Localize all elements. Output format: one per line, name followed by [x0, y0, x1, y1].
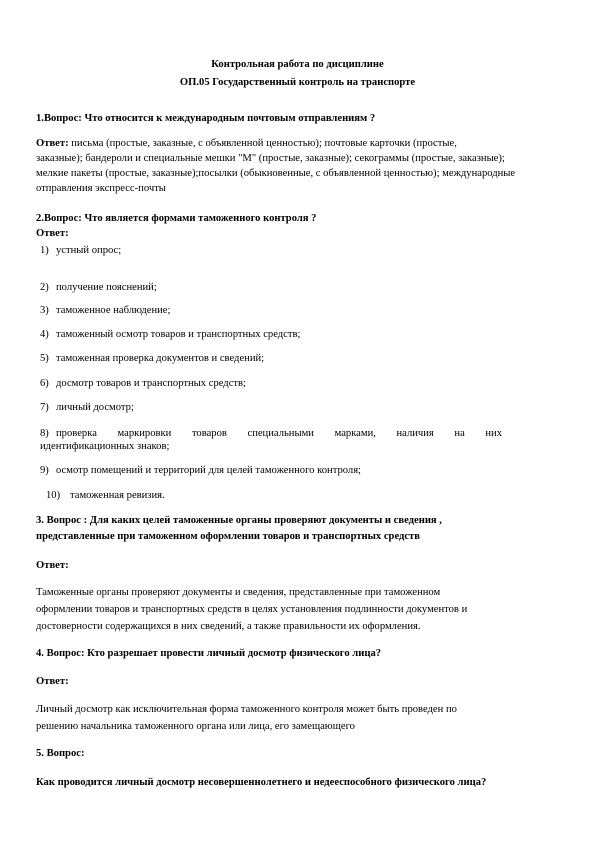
title-line-2: ОП.05 Государственный контроль на транспорте — [179, 77, 416, 88]
q2-list-item — [40, 464, 361, 477]
title-line-1: Контрольная работа по дисциплине — [211, 59, 384, 70]
q4-answer-label: Ответ: — [36, 676, 69, 687]
q1-answer-line-2: заказные); бандероли и специальные мешки "М" (простые, заказные); секограммы (простые, заказные); — [36, 153, 505, 164]
q4-answer-line-2: решению начальника таможенного органа или лица, его замещающего — [36, 721, 355, 732]
q1-answer-line-4: отправления экспресс-почты — [36, 183, 166, 194]
q2-item-continuation: идентификационных знаков; — [40, 441, 170, 452]
q3-answer-label: Ответ: — [36, 560, 69, 571]
q2-list-item — [40, 244, 121, 257]
q1-answer-text-1: письма (простые, заказные, с объявленной ценностью); почтовые карточки (простые, — [68, 138, 457, 149]
q2-item-text: таможенная ревизия. — [70, 490, 165, 501]
q3-answer-line-1: Таможенные органы проверяют документы и сведения, представленные при таможенном — [36, 587, 441, 598]
q2-list-item — [40, 328, 300, 341]
q2-item-number: 3) — [40, 305, 49, 316]
q2-item-number: 2) — [40, 282, 49, 293]
q2-item-text: получение пояснений; — [56, 282, 157, 293]
q3-question-line-1: 3. Вопрос : Для каких целей таможенные органы проверяют документы и сведения , — [36, 515, 442, 526]
q1-answer-line-3: мелкие пакеты (простые, заказные);посылки (обыкновенные, с объявленной ценностью); международные — [36, 168, 516, 179]
q2-list-item — [40, 427, 502, 440]
q3-question-line-2: представленные при таможенном оформлении товаров и транспортных средств — [36, 531, 420, 542]
q2-item-number: 10) — [46, 490, 61, 501]
q2-item-number: 4) — [40, 329, 49, 340]
q4-answer-line-1: Личный досмотр как исключительная форма таможенного контроля может быть проведен по — [36, 704, 457, 715]
q2-item-text: осмотр помещений и территорий для целей таможенного контроля; — [56, 465, 362, 476]
q1-answer-line-1 — [36, 137, 457, 150]
q2-list-item — [40, 304, 170, 317]
q2-answer-label: Ответ: — [36, 228, 69, 239]
q2-item-text: устный опрос; — [56, 245, 122, 256]
q2-item-text: таможенная проверка документов и сведений; — [56, 353, 265, 364]
q2-question: 2.Вопрос: Что является формами таможенного контроля ? — [36, 213, 317, 224]
q2-list-item — [40, 377, 246, 390]
q1-question: 1.Вопрос: Что относится к международным почтовым отправлениям ? — [36, 113, 376, 124]
q2-list-item — [40, 281, 157, 294]
q2-item-text: личный досмотр; — [56, 402, 134, 413]
q2-item-number: 9) — [40, 465, 49, 476]
q2-list-item — [40, 352, 264, 365]
q2-item-number: 7) — [40, 402, 49, 413]
q2-list-item — [46, 489, 165, 502]
q3-answer-line-3: достоверности содержащихся в них сведений, а также правильности их оформления. — [36, 621, 421, 632]
q2-item-number: 1) — [40, 245, 49, 256]
q5-question: 5. Вопрос: — [36, 748, 85, 759]
q2-item-text: таможенное наблюдение; — [56, 305, 171, 316]
q2-item-text: досмотр товаров и транспортных средств; — [56, 378, 246, 389]
q2-item-number: 5) — [40, 353, 49, 364]
q2-item-text: проверка маркировки товаров специальными марками, наличия на них — [56, 428, 502, 439]
q2-item-text: таможенный осмотр товаров и транспортных средств; — [56, 329, 301, 340]
q4-question: 4. Вопрос: Кто разрешает провести личный досмотр физического лица? — [36, 648, 382, 659]
q2-item-number: 6) — [40, 378, 49, 389]
q1-answer-label: Ответ: — [36, 138, 69, 149]
q3-answer-line-2: оформлении товаров и транспортных средств в целях установления подлинности документов и — [36, 604, 468, 615]
q2-list-item — [40, 401, 134, 414]
q2-item-number: 8) — [40, 428, 49, 439]
q5-text: Как проводится личный досмотр несовершеннолетнего и недееспособного физического лица? — [36, 777, 487, 788]
